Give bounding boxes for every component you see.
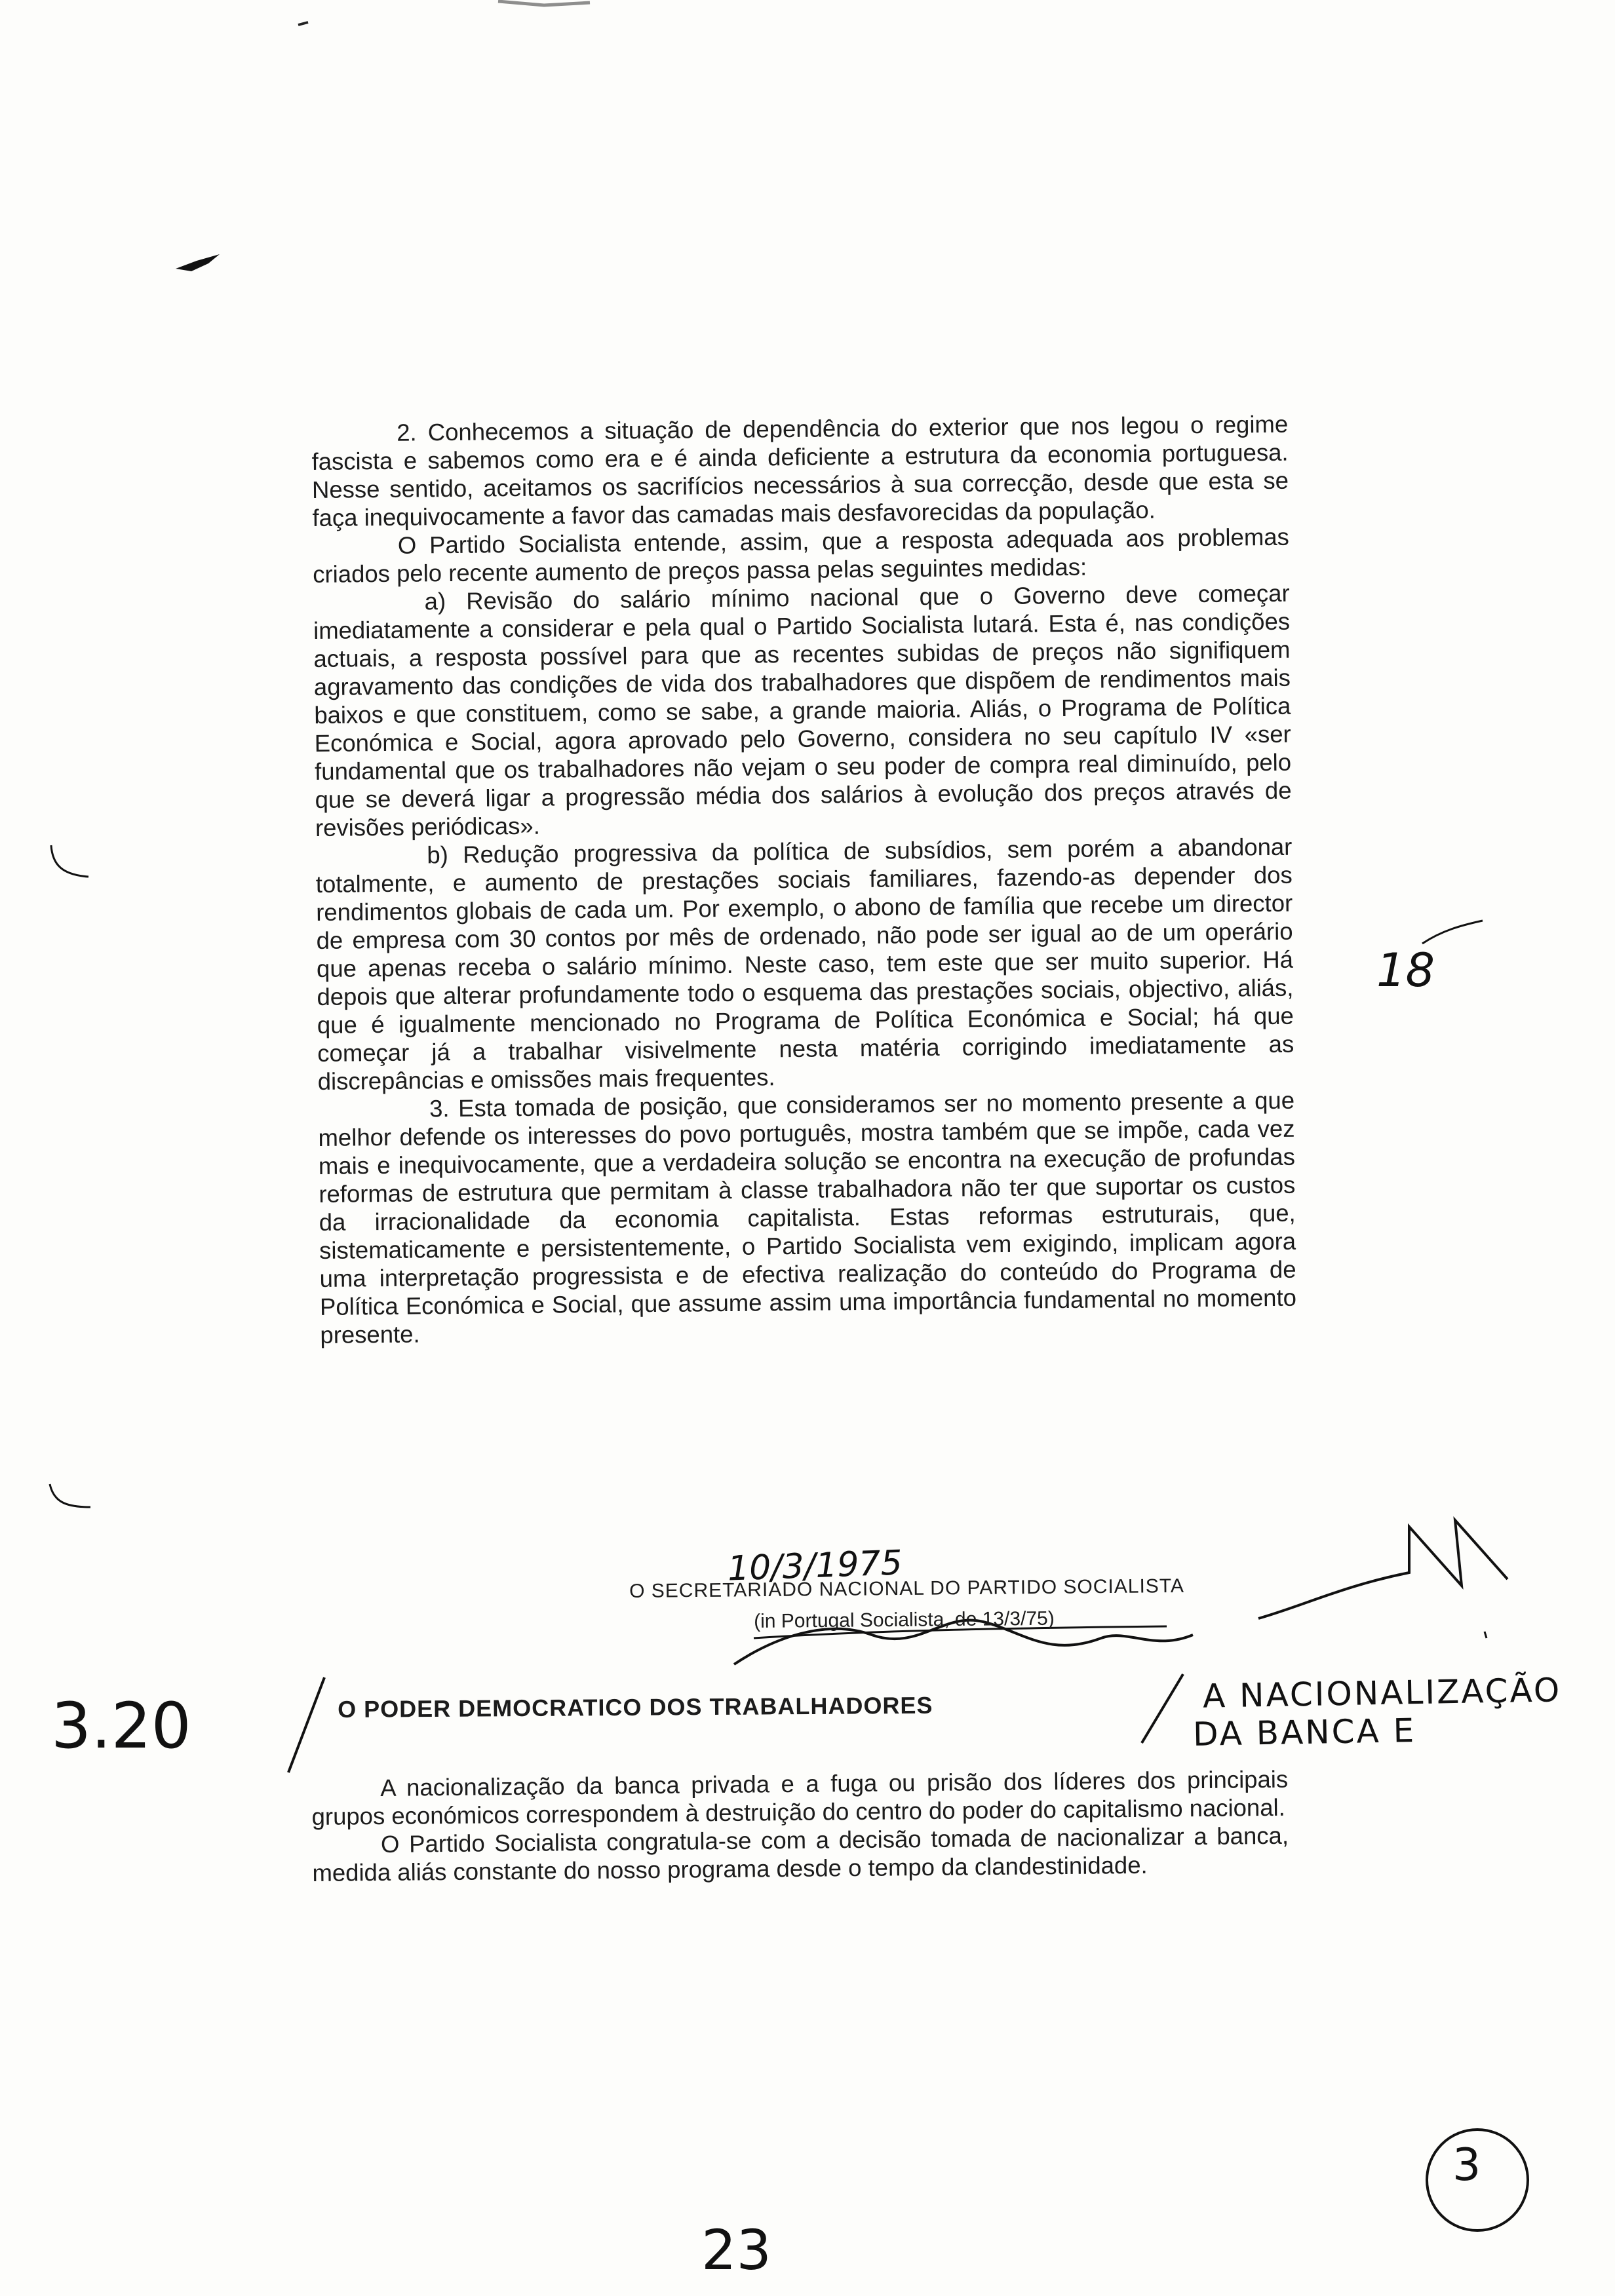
- margin-tick: [1485, 1632, 1487, 1638]
- top-left-speck: [298, 22, 308, 25]
- paragraph-4: A nacionalização da banca privada e a fuga ou prisão dos líderes dos principais grupos económicos correspondem à destruição do centro do poder do capitalismo nacional.: [311, 1765, 1289, 1830]
- top-edge-smudge: [498, 1, 590, 5]
- body-text-part-2: [311, 1765, 1289, 1887]
- handwritten-note-line-1: A NACIONALIZAÇÃO: [1202, 1671, 1562, 1715]
- ink-blot: [176, 254, 220, 271]
- margin-bracket-1: [51, 845, 88, 877]
- paragraph-1: 2. Conhecemos a situação de dependência do exterior que nos legou o regime fascista e sabemos como era e é ainda deficiente a estrutura da economia portuguesa. Nesse sentido, aceitamos os sacrifícios necessários à sua correcção, desde que esta se faça inequivocamente a favor das camadas mais desfavorecidas da população.: [311, 410, 1289, 531]
- section-heading: O PODER DEMOCRATICO DOS TRABALHADORES: [338, 1691, 933, 1723]
- margin-slash-18: [1422, 921, 1483, 944]
- handwritten-margin-number: 18: [1376, 944, 1435, 997]
- signature-line: O SECRETARIADO NACIONAL DO PARTIDO SOCIALISTA: [629, 1575, 1185, 1602]
- handwritten-section-number: 3.20: [51, 1689, 191, 1763]
- handwritten-page-number: 23: [701, 2218, 771, 2282]
- margin-bracket-2: [50, 1484, 90, 1507]
- list-item-a: a) Revisão do salário mínimo nacional que o Governo deve começar imediatamente a considerar e pela qual o Partido Socialista lutará. Esta é, nas condições actuais, a resposta possível para que as recentes subidas de preços não signifiquem agravamento das condições de vida dos trabalhadores que dispõem de rendimentos mais baixos e que constituem, como se sabe, a grande maioria. Aliás, o Programa de Política Económica e Social, agora aprovado pelo Governo, considera no seu capítulo IV «ser fundamental que os trabalhadores não vejam o seu poder de compra real diminuído, pelo que se deverá ligar a progressão média dos salários à evolução dos preços através de revisões periódicas».: [313, 579, 1292, 841]
- handwritten-date: 10/3/1975: [727, 1543, 903, 1589]
- signature-tail: [1258, 1520, 1508, 1618]
- body-text-part-1: [311, 410, 1297, 1349]
- note-slash: [1142, 1674, 1183, 1743]
- list-item-b: b) Redução progressiva da política de subsídios, sem porém a abandonar totalmente, e aumento de prestações sociais familiares, fazendo-as depender dos rendimentos globais de cada um. Por exemplo, o abono de família que recebe um director de empresa com 30 contos por mês de ordenado, não pode ser igual ao de um operário que apenas receba o salário mínimo. Neste caso, tem este que ser muito superior. Há depois que alterar profundamente todo o esquema das prestações sociais, objectivo, aliás, que é igualmente mencionado no Programa de Política Económica e Social; há que começar já a trabalhar visivelmente nesta matéria corrigindo imediatamente as discrepâncias e omissões mais frequentes.: [315, 833, 1294, 1095]
- heading-slash: [288, 1677, 324, 1772]
- handwritten-note-line-2: DA BANCA E: [1192, 1712, 1416, 1753]
- paragraph-2: O Partido Socialista entende, assim, que a resposta adequada aos problemas criados pelo recente aumento de preços passa pelas seguintes medidas:: [313, 523, 1289, 588]
- paragraph-3: 3. Esta tomada de posição, que consideramos ser no momento presente a que melhor defende os interesses do povo português, mostra também que se impõe, cada vez mais e inequivocamente, que a verdadeira solução se encontra na execução de profundas reformas de estrutura que permitam à classe trabalhadora não ter que suportar os custos da irracionalidade da economia capitalista. Estas reformas estruturais, que, sistematicamente e persistentemente, o Partido Socialista vem exigindo, implicam agora uma interpretação progressista e de efectiva realização do conteúdo do Programa de Política Económica e Social, que assume assim uma importância fundamental no momento presente.: [318, 1086, 1297, 1349]
- handwritten-circled-number: 3: [1452, 2139, 1481, 2191]
- source-citation: (in Portugal Socialista, de 13/3/75): [754, 1607, 1055, 1632]
- paragraph-5: O Partido Socialista congratula-se com a decisão tomada de nacionalizar a banca, medida aliás constante do nosso programa desde o tempo da clandestinidade.: [312, 1822, 1289, 1886]
